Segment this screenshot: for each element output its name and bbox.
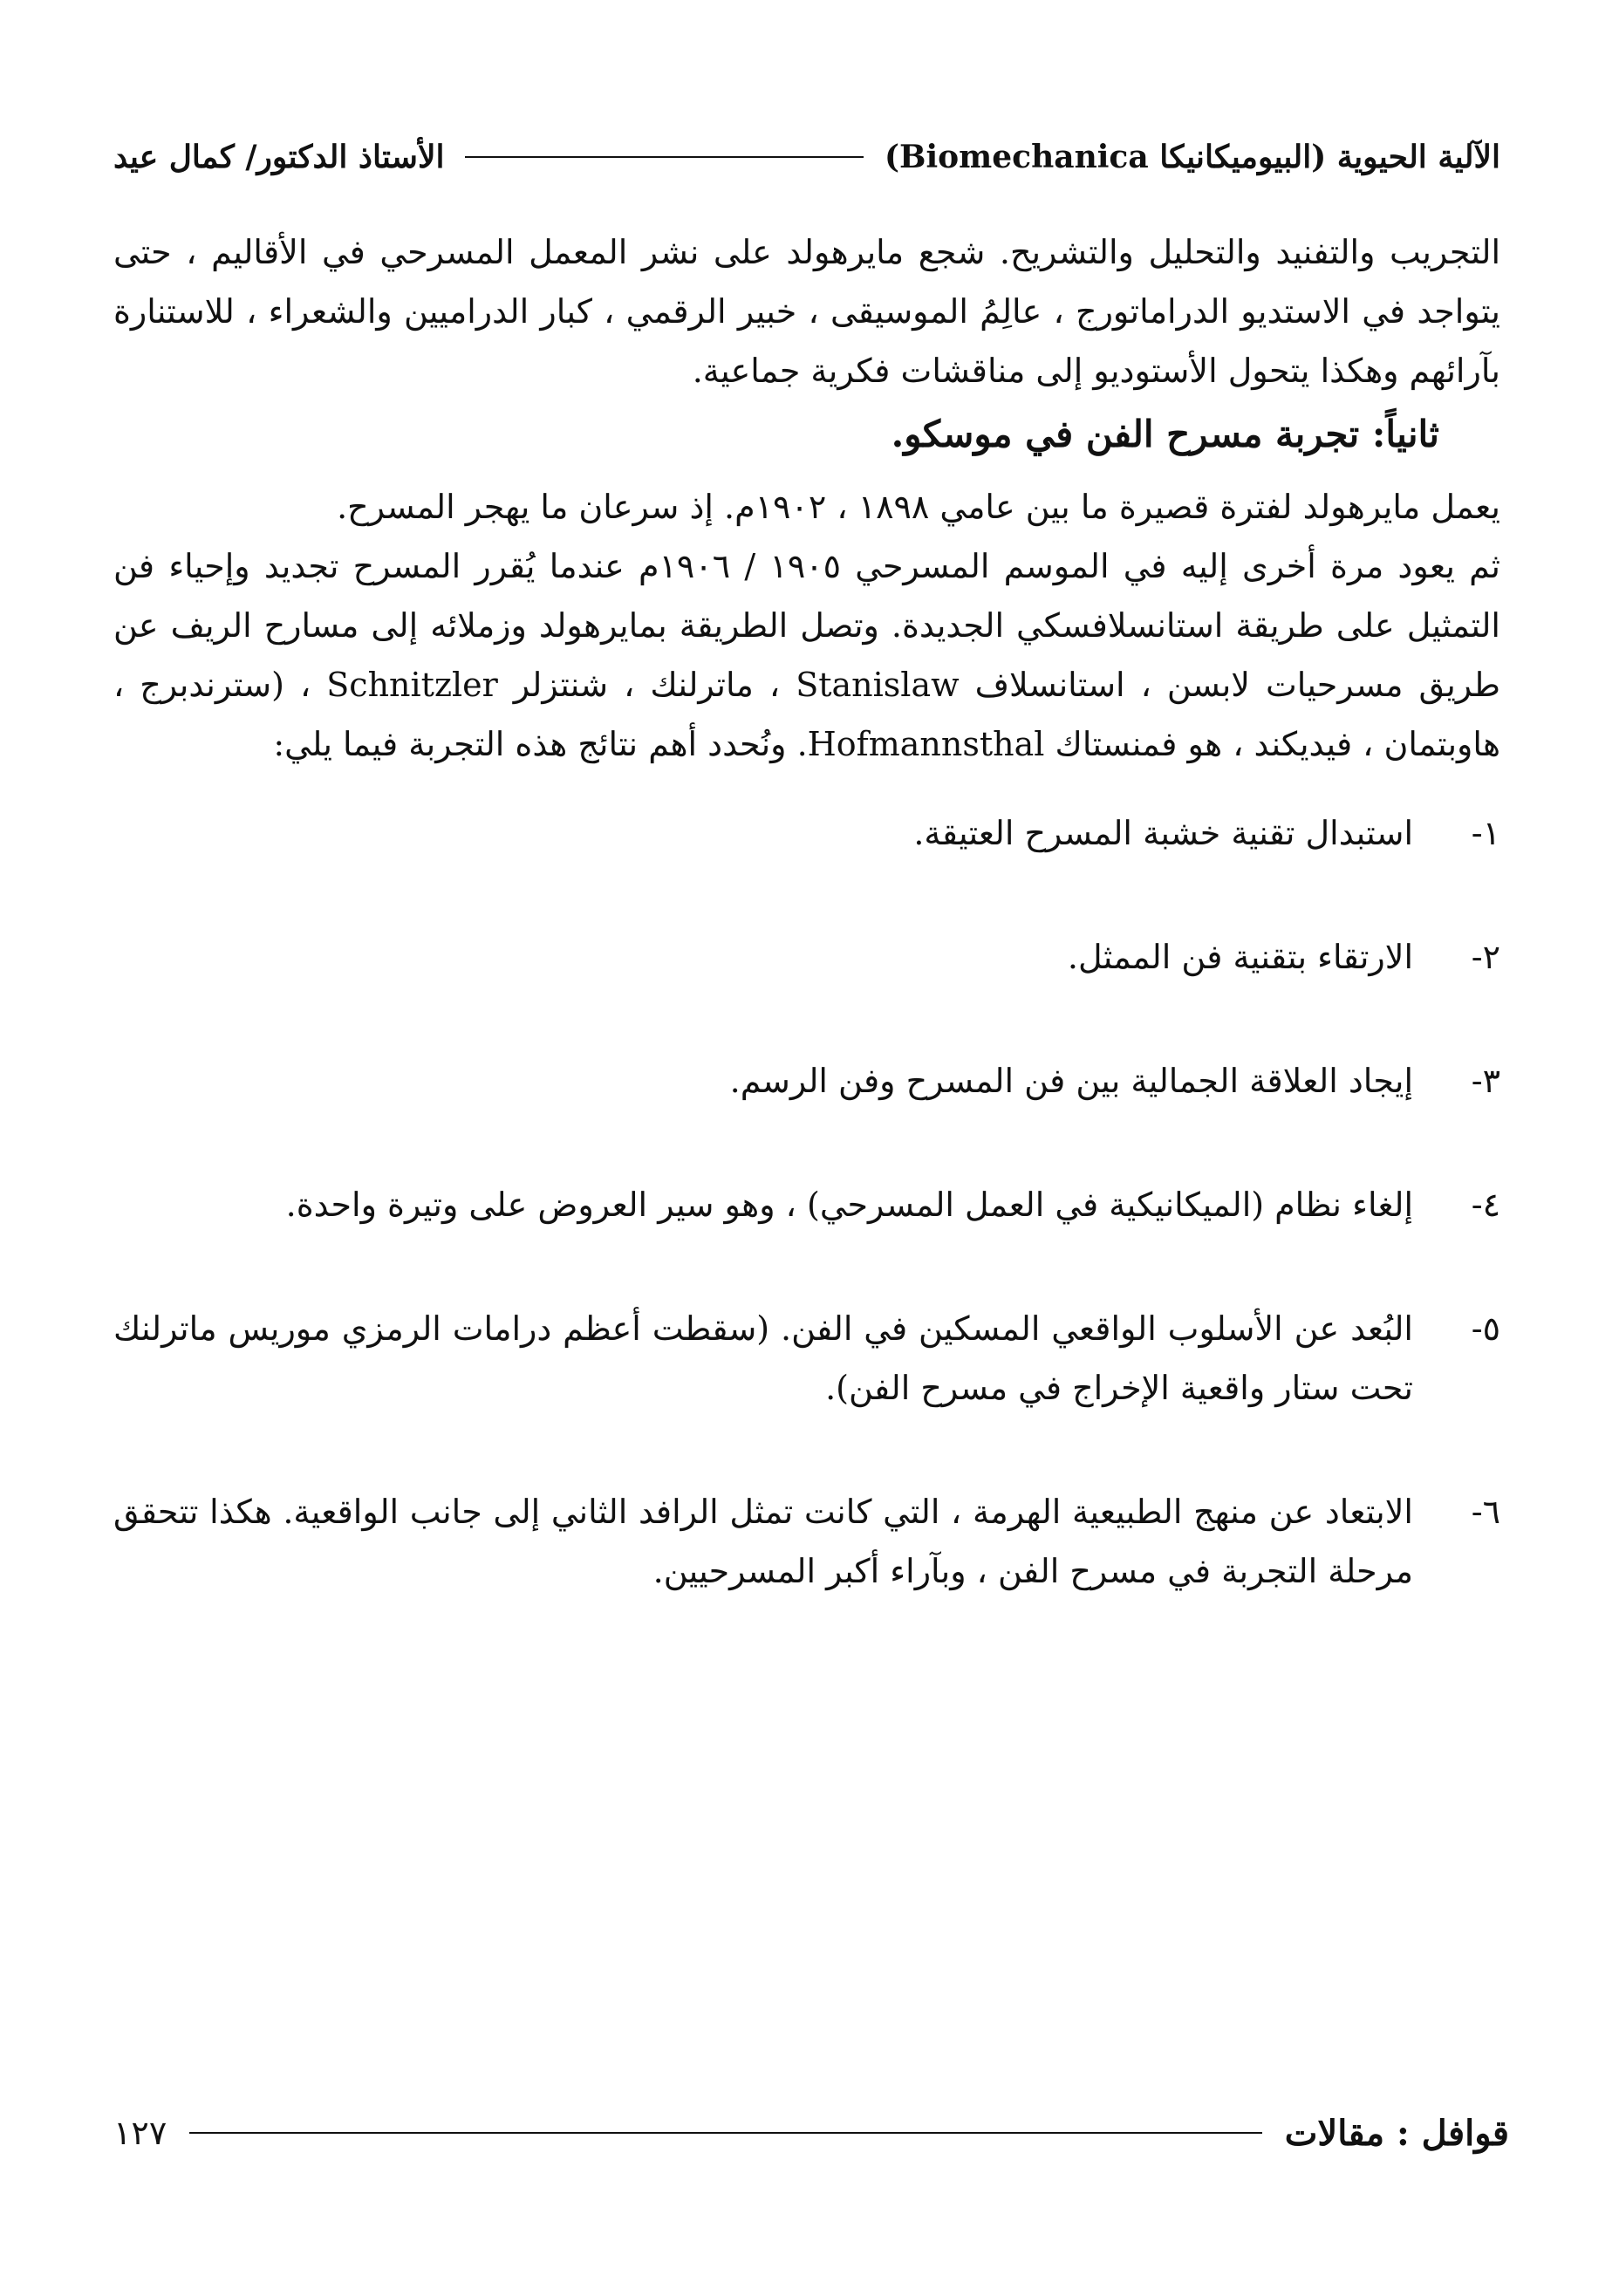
list-item-text: إيجاد العلاقة الجمالية بين فن المسرح وفن الرسم. <box>729 1062 1413 1100</box>
list-item-number: ٤- <box>1471 1186 1500 1224</box>
author-name: الأستاذ الدكتور/ كمال عيد <box>113 139 445 175</box>
journal-name: قوافل : مقالات <box>1284 2112 1509 2154</box>
list-item-text: الارتقاء بتقنية فن الممثل. <box>1067 938 1413 976</box>
running-header <box>113 131 1500 183</box>
list-item <box>113 1299 1500 1418</box>
list-item-number: ٦- <box>1471 1493 1500 1531</box>
list-item-number: ١- <box>1471 814 1500 852</box>
list-item <box>113 803 1500 863</box>
list-item-number: ٢- <box>1471 938 1500 976</box>
section-paragraph: ثم يعود مرة أخرى إليه في الموسم المسرحي ١٩٠٥ / ١٩٠٦م عندما يُقرر المسرح تجديد وإحياء فن التمثيل على طريقة استانسلافسكي الجديدة. وتصل الطريقة بمايرهولد وزملائه إلى مسارح الريف عن طريق مسرحيات لابسن ، استانسلاف Stanislaw ، ماترلنك ، شنتزلر Schnitzler ، (سترندبرج ، هاوبتمان ، فيديكند ، هو فمنستاك Hofmannsthal. ونُحدد أهم نتائج هذه التجربة فيما يلي: <box>113 547 1501 763</box>
page-footer <box>113 2107 1509 2159</box>
section-heading: ثانياً: تجربة مسرح الفن في موسكو. <box>891 413 1439 455</box>
list-item-text: استبدال تقنية خشبة المسرح العتيقة. <box>913 814 1413 852</box>
list-item-number: ٣- <box>1471 1062 1500 1100</box>
list-item <box>113 1175 1500 1234</box>
page-number: ١٢٧ <box>113 2114 167 2152</box>
article-body <box>113 222 1500 1601</box>
list-item-text: البُعد عن الأسلوب الواقعي المسكين في الفن. (سقطت أعظم درامات الرمزي موريس ماترلنك تحت ستار واقعية الإخراج في مسرح الفن). <box>113 1309 1413 1407</box>
results-list <box>113 803 1500 1601</box>
running-title: الآلية الحيوية (البيوميكانيكا Biomechanica) <box>885 139 1500 175</box>
list-item-text: إلغاء نظام (الميكانيكية في العمل المسرحي) ، وهو سير العروض على وتيرة واحدة. <box>285 1186 1413 1224</box>
section-paragraph: يعمل مايرهولد لفترة قصيرة ما بين عامي ١٨٩٨ ، ١٩٠٢م. إذ سرعان ما يهجر المسرح. <box>337 488 1500 526</box>
list-item-text: الابتعاد عن منهج الطبيعية الهرمة ، التي كانت تمثل الرافد الثاني إلى جانب الواقعية. هكذا تتحقق مرحلة التجربة في مسرح الفن ، وبآراء أكبر المسرحيين. <box>113 1493 1413 1590</box>
footer-rule <box>189 2132 1262 2134</box>
list-item <box>113 1051 1500 1110</box>
intro-paragraph: التجريب والتفنيد والتحليل والتشريح. شجع مايرهولد على نشر المعمل المسرحي في الأقاليم ، حتى يتواجد في الاستديو الدراماتورج ، عالِمُ الموسيقى ، خبير الرقمي ، كبار الدراميين والشعراء ، للاستنارة بآرائهم وهكذا يتحول الأستوديو إلى مناقشات فكرية جماعية. <box>113 233 1500 390</box>
header-rule <box>465 156 864 158</box>
list-item-number: ٥- <box>1471 1309 1500 1348</box>
list-item <box>113 1482 1500 1601</box>
list-item <box>113 927 1500 987</box>
